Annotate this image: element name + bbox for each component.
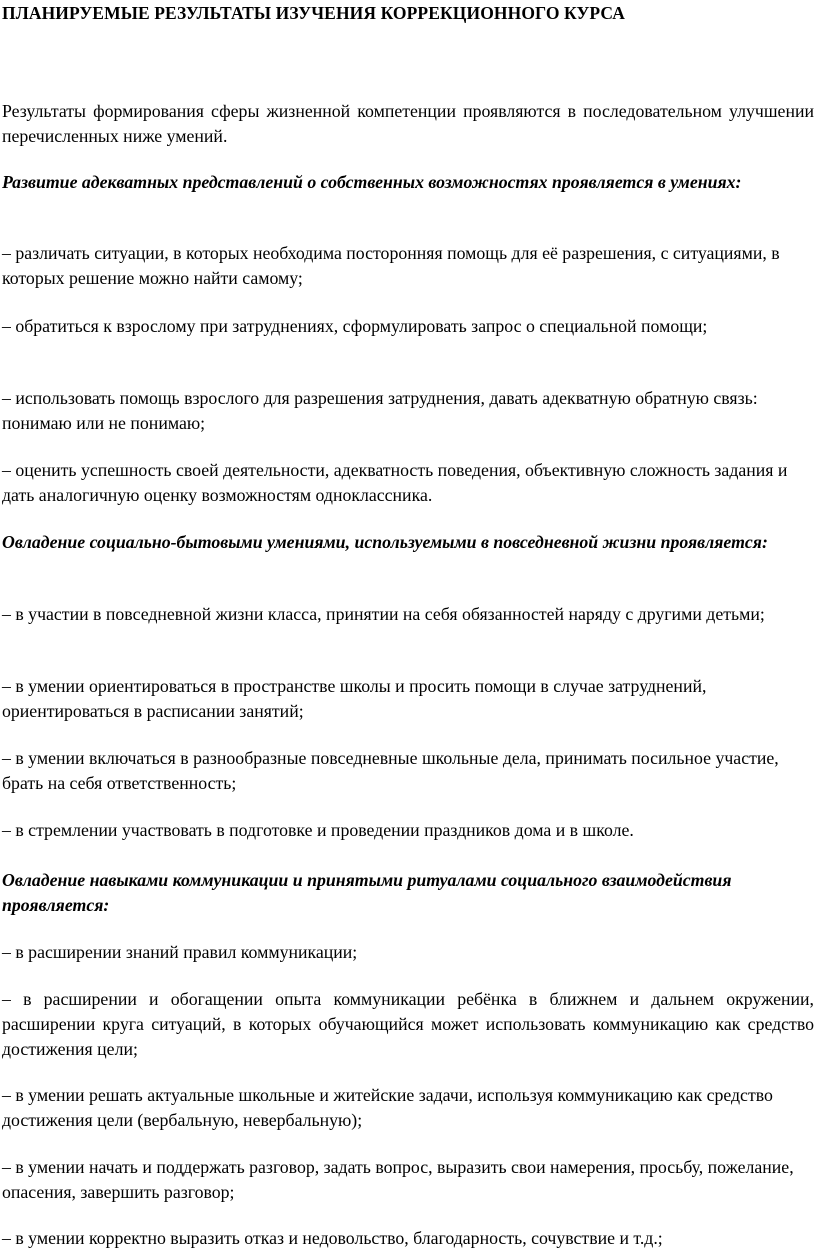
section-3-item-5: – в умении корректно выразить отказ и недовольство, благодарность, сочувствие и т.д.; bbox=[2, 1228, 663, 1248]
section-2-item-3: – в умении включаться в разнообразные повседневные школьные дела, принимать посильное участие, брать на себя ответственность; bbox=[2, 748, 779, 793]
section-3-heading: Овладение навыками коммуникации и принятыми ритуалами социального взаимодействия проявляется: bbox=[2, 870, 732, 915]
section-2-item-2: – в умении ориентироваться в пространстве школы и просить помощи в случае затруднений, ориентироваться в расписании занятий; bbox=[2, 676, 707, 721]
section-1-item-3: – использовать помощь взрослого для разрешения затруднения, давать адекватную обратную связь: понимаю или не понимаю; bbox=[2, 388, 758, 433]
section-1-item-2: – обратиться к взрослому при затруднениях, сформулировать запрос о специальной помощи; bbox=[2, 316, 708, 336]
section-1-heading: Развитие адекватных представлений о собственных возможностях проявляется в умениях: bbox=[2, 172, 742, 192]
section-2-item-4: – в стремлении участвовать в подготовке и проведении праздников дома и в школе. bbox=[2, 820, 634, 840]
intro-paragraph: Результаты формирования сферы жизненной компетенции проявляются в последовательном улучшении перечисленных ниже умений. bbox=[2, 101, 814, 146]
document-title: ПЛАНИРУЕМЫЕ РЕЗУЛЬТАТЫ ИЗУЧЕНИЯ КОРРЕКЦИОННОГО КУРСА bbox=[2, 3, 626, 23]
section-1-item-1: – различать ситуации, в которых необходима посторонняя помощь для её разрешения, с ситуациями, в которых решение можно найти самому; bbox=[2, 243, 780, 288]
section-3-item-2: – в расширении и обогащении опыта коммуникации ребёнка в ближнем и дальнем окружении, расширении круга ситуаций, в которых обучающийся может использовать коммуникацию как средство достижения цели; bbox=[2, 989, 814, 1059]
section-3-item-4: – в умении начать и поддержать разговор, задать вопрос, выразить свои намерения, просьбу, пожелание, опасения, завершить разговор; bbox=[2, 1157, 794, 1202]
section-2-heading: Овладение социально-бытовыми умениями, используемыми в повседневной жизни проявляется: bbox=[2, 532, 768, 552]
section-1-item-4: – оценить успешность своей деятельности, адекватность поведения, объективную сложность задания и дать аналогичную оценку возможностям одноклассника. bbox=[2, 460, 788, 505]
section-2-item-1: – в участии в повседневной жизни класса, принятии на себя обязанностей наряду с другими детьми; bbox=[2, 604, 765, 624]
section-3-item-3: – в умении решать актуальные школьные и житейские задачи, используя коммуникацию как средство достижения цели (вербальную, невербальную); bbox=[2, 1085, 773, 1130]
section-3-item-1: – в расширении знаний правил коммуникации; bbox=[2, 942, 358, 962]
